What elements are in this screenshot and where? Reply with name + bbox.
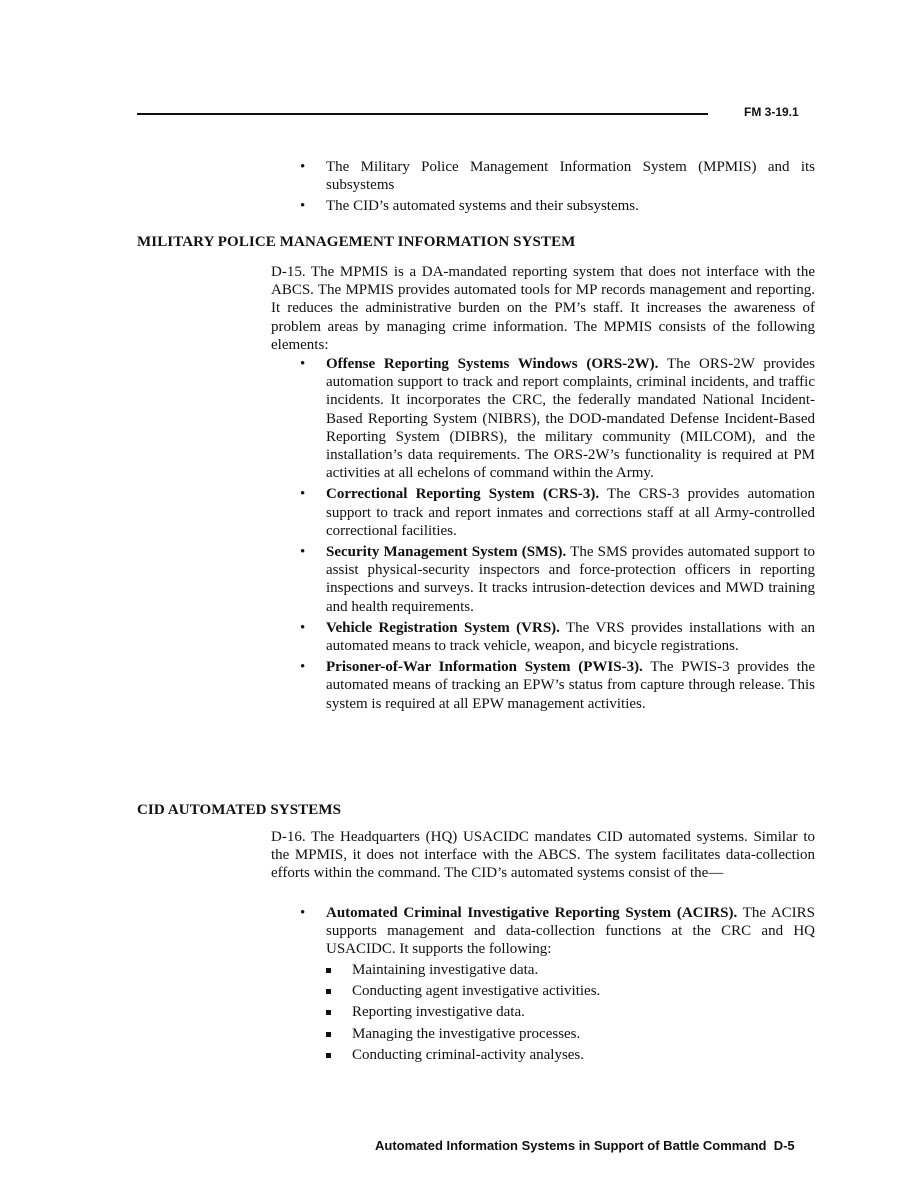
mpmis-elements-list [300,355,815,716]
item-text: The PWIS-3 provides the automated means of tracking an EPW’s status from capture through release. This system is required at all EPW management activities. [326,659,815,712]
square-bullet-icon [326,968,331,973]
list-item [300,904,815,959]
header-rule [137,113,708,115]
item-title: Security Management System (SMS). [326,544,567,561]
bullet-text: The Military Police Management Information System (MPMIS) and its subsystems [326,159,815,194]
list-item [300,658,815,713]
square-bullet-icon [326,1053,331,1058]
bullet-icon: • [300,905,306,921]
list-item [300,543,815,616]
footer-title: Automated Information Systems in Support of Battle Command [375,1138,767,1153]
list-item [300,485,815,540]
subitem-text: Managing the investigative processes. [352,1025,581,1042]
item-title: Correctional Reporting System (CRS-3). [326,486,600,503]
bullet-icon: • [300,659,306,676]
section-heading-cid: CID AUTOMATED SYSTEMS [137,802,342,818]
bullet-icon: • [300,198,306,215]
bullet-icon: • [300,544,306,561]
list-item [300,197,815,215]
item-text: The VRS provides installations with an automated means to track vehicle, weapon, and bicycle registrations. [326,619,816,655]
list-item [300,619,815,655]
intro-bullet-list [300,158,815,219]
item-text: The ORS-2W provides automation support to track and report complaints, criminal incidents, and traffic incidents. It incorporates the CRC, the federally mandated National Incident-Based Reporting System (NIBRS), the DOD-mandated Defense Incident-Based Reporting System (DIBRS), the military community (MILCOM), and the installation’s data requirements. The ORS-2W’s functionality is required at PM activities at all echelons of command within the Army. [326,356,815,482]
list-item [326,982,815,1000]
footer-page-number: D-5 [773,1138,795,1153]
item-title: Offense Reporting Systems Windows (ORS-2W). [326,356,659,372]
item-text: The ACIRS supports management and data-collection functions at the CRC and HQ USACIDC. It supports the following: [326,905,815,958]
subitem-text: Conducting agent investigative activities. [352,983,601,1000]
item-title: Automated Criminal Investigative Reporting System (ACIRS). [326,905,738,921]
acirs-functions-list [326,961,815,1067]
bullet-icon: • [300,356,306,372]
item-text: The SMS provides automated support to assist physical-security inspectors and force-protection officers in reporting inspections and surveys. It tracks intrusion-detection devices and MWD training and health requirements. [326,544,815,615]
section-heading-mpmis: MILITARY POLICE MANAGEMENT INFORMATION SYSTEM [137,234,576,250]
list-item [326,1003,815,1021]
square-bullet-icon [326,1010,331,1015]
subitem-text: Conducting criminal-activity analyses. [352,1046,585,1063]
item-title: Prisoner-of-War Information System (PWIS-3). [326,659,643,676]
square-bullet-icon [326,989,331,994]
header-doc-code: FM 3-19.1 [744,105,799,119]
square-bullet-icon [326,1032,331,1037]
subitem-text: Maintaining investigative data. [352,962,539,978]
bullet-icon: • [300,159,306,175]
page-footer [375,1138,795,1153]
list-item [326,1025,815,1043]
list-item [326,961,815,979]
item-text: The CRS-3 provides automation support to track and report inmates and corrections staff at all Army-controlled correctional facilities. [326,486,815,539]
paragraph-d16: D-16. The Headquarters (HQ) USACIDC mandates CID automated systems. Similar to the MPMIS, it does not interface with the ABCS. The system facilitates data-collection efforts within the command. The CID’s automated systems consist of the— [271,829,815,882]
paragraph-d15: D-15. The MPMIS is a DA-mandated reporting system that does not interface with the ABCS. The MPMIS provides automated tools for MP records management and reporting. It reduces the administrative burden on the PM’s staff. It increases the awareness of problem areas by managing crime information. The MPMIS consists of the following elements: [271,264,815,353]
bullet-icon: • [300,619,306,636]
bullet-text: The CID’s automated systems and their subsystems. [326,198,639,215]
list-item [300,158,815,194]
bullet-icon: • [300,486,306,503]
subitem-text: Reporting investigative data. [352,1004,525,1021]
item-title: Vehicle Registration System (VRS). [326,619,560,636]
list-item [300,355,815,482]
cid-systems-list [300,904,815,962]
list-item [326,1046,815,1064]
